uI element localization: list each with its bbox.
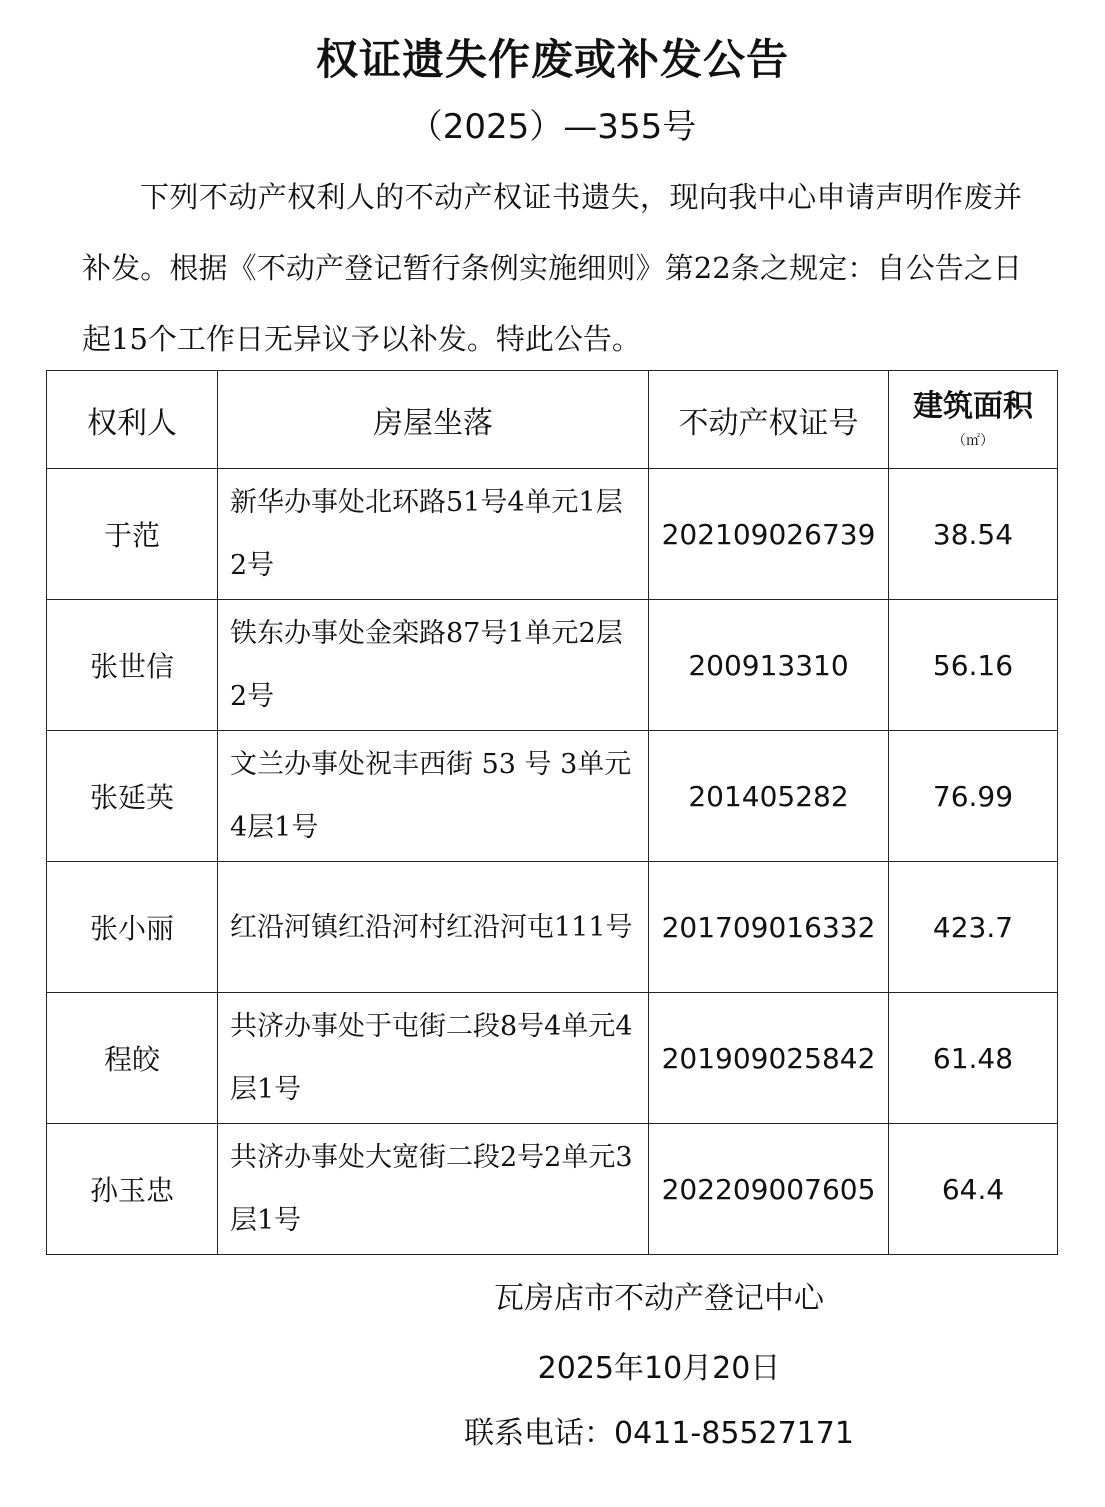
table-row <box>47 1124 1058 1255</box>
area-cell: 61.48 <box>889 993 1058 1124</box>
header-certificate: 不动产权证号 <box>649 371 889 469</box>
table-row <box>47 731 1058 862</box>
table-row <box>47 993 1058 1124</box>
location-cell: 红沿河镇红沿河村红沿河屯111号 <box>218 862 649 993</box>
owner-cell: 于范 <box>47 469 218 600</box>
owner-cell: 张世信 <box>47 600 218 731</box>
area-cell: 423.7 <box>889 862 1058 993</box>
certificate-cell: 202209007605 <box>649 1124 889 1255</box>
location-cell: 文兰办事处祝丰西街 53 号 3单元4层1号 <box>218 731 649 862</box>
location-cell: 新华办事处北环路51号4单元1层2号 <box>218 469 649 600</box>
owner-cell: 张小丽 <box>47 862 218 993</box>
header-area-unit: （㎡） <box>952 432 994 449</box>
certificate-cell: 201709016332 <box>649 862 889 993</box>
table-row <box>47 600 1058 731</box>
area-cell: 76.99 <box>889 731 1058 862</box>
area-cell: 38.54 <box>889 469 1058 600</box>
location-cell: 铁东办事处金栾路87号1单元2层2号 <box>218 600 649 731</box>
notice-number: （2025）—355号 <box>408 107 697 147</box>
contact-phone: 联系电话：0411-85527171 <box>464 1416 854 1451</box>
owner-cell: 程皎 <box>47 993 218 1124</box>
header-area <box>889 371 1058 469</box>
location-cell: 共济办事处大宽街二段2号2单元3层1号 <box>218 1124 649 1255</box>
header-owner: 权利人 <box>47 371 218 469</box>
notice-title: 权证遗失作废或补发公告 <box>315 35 789 84</box>
owner-cell: 张延英 <box>47 731 218 862</box>
table-row <box>47 862 1058 993</box>
table-header-row <box>47 371 1058 469</box>
issuing-organization: 瓦房店市不动产登记中心 <box>494 1281 824 1316</box>
location-cell: 共济办事处于屯街二段8号4单元4层1号 <box>218 993 649 1124</box>
area-cell: 64.4 <box>889 1124 1058 1255</box>
header-area-label: 建筑面积 <box>913 388 1033 424</box>
area-cell: 56.16 <box>889 600 1058 731</box>
certificate-cell: 201909025842 <box>649 993 889 1124</box>
notice-body: 下列不动产权利人的不动产权证书遗失，现向我中心申请声明作废并补发。根据《不动产登记暂行条例实施细则》第22条之规定：自公告之日起15个工作日无异议予以补发。特此公告。 <box>82 180 1022 356</box>
header-location: 房屋坐落 <box>218 371 649 469</box>
certificate-cell: 201405282 <box>649 731 889 862</box>
certificate-cell: 200913310 <box>649 600 889 731</box>
issue-date: 2025年10月20日 <box>537 1351 781 1386</box>
certificate-cell: 202109026739 <box>649 469 889 600</box>
certificate-table <box>46 370 1058 1255</box>
table-row <box>47 469 1058 600</box>
owner-cell: 孙玉忠 <box>47 1124 218 1255</box>
